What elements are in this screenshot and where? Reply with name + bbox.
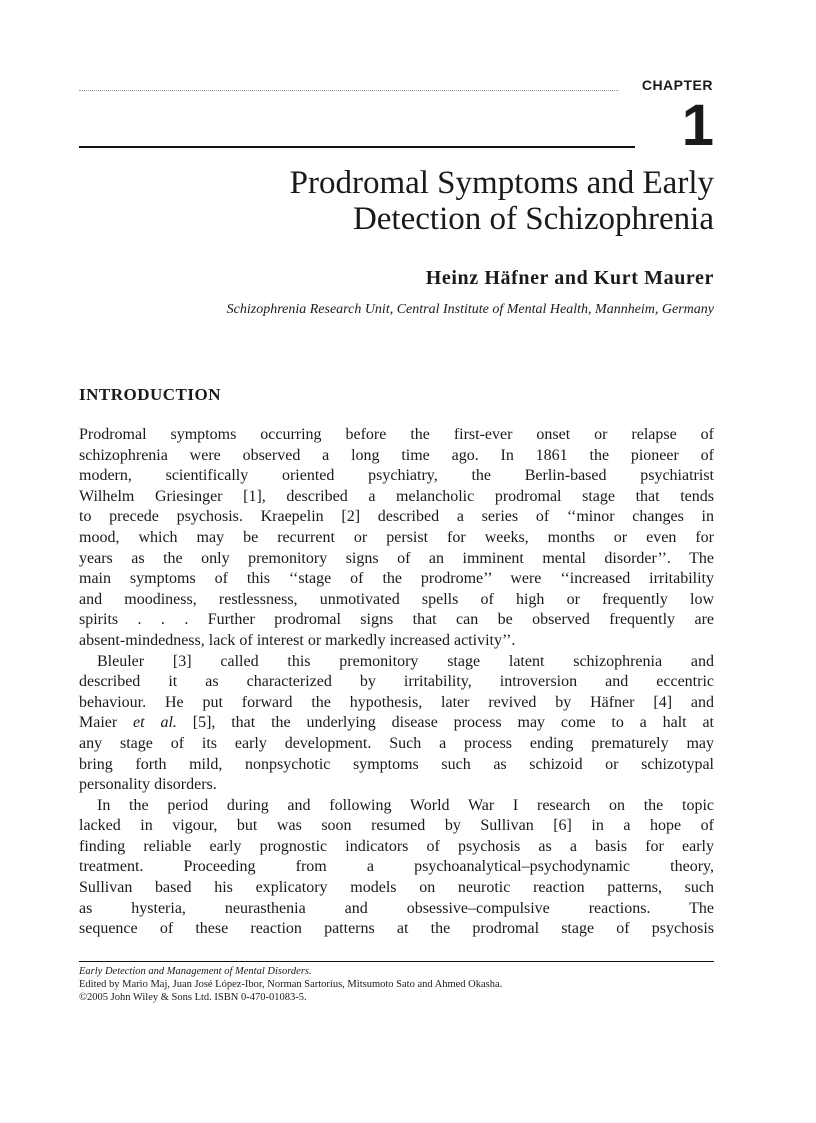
text-line: spirits . . . Further prodromal signs that can be observed frequently are <box>79 611 714 629</box>
et-al-italic: et al. <box>133 714 177 732</box>
chapter-title-line-1: Prodromal Symptoms and Early <box>289 165 714 201</box>
text-line: bring forth mild, nonpsychotic symptoms such as schizoid or schizotypal <box>79 755 714 773</box>
text-line: main symptoms of this ‘‘stage of the prodrome’’ were ‘‘increased irritability <box>79 570 714 588</box>
text-line: Sullivan based his explicatory models on neurotic reaction patterns, such <box>79 879 714 897</box>
text-line: treatment. Proceeding from a psychoanalytical–psychodynamic theory, <box>79 858 714 876</box>
text-line: mood, which may be recurrent or persist for weeks, months or even for <box>79 528 714 546</box>
chapter-label: CHAPTER <box>641 77 713 93</box>
text-fragment: Maier <box>79 714 134 732</box>
text-line: finding reliable early prognostic indicators of psychosis as a basis for early <box>79 837 714 855</box>
text-line: as hysteria, neurasthenia and obsessive–compulsive reactions. The <box>79 899 714 917</box>
text-line: sequence of these reaction patterns at the prodromal stage of psychosis <box>79 920 714 938</box>
affiliation: Schizophrenia Research Unit, Central Institute of Mental Health, Mannheim, Germany <box>226 302 714 317</box>
text-line: personality disorders. <box>79 776 217 794</box>
text-line: lacked in vigour, but was soon resumed by Sullivan [6] in a hope of <box>79 817 714 835</box>
footer <box>79 966 714 1004</box>
body-text <box>79 425 714 940</box>
footer-editors: Edited by Mario Maj, Juan José López-Ibor, Norman Sartorius, Mitsumoto Sato and Ahmed Okasha. <box>79 978 503 990</box>
header-dotted-rule <box>79 90 619 91</box>
chapter-rule <box>79 146 635 148</box>
chapter-title <box>79 165 714 237</box>
text-line: In the period during and following World War I research on the topic <box>97 796 714 814</box>
text-line: and moodiness, restlessness, unmotivated spells of high or frequently low <box>79 590 714 608</box>
footer-copyright: ©2005 John Wiley & Sons Ltd. ISBN 0-470-01083-5. <box>79 991 307 1003</box>
text-line <box>79 713 714 734</box>
text-line: modern, scientifically oriented psychiatry, the Berlin-based psychiatrist <box>79 467 714 485</box>
text-line: years as the only premonitory signs of an imminent mental disorder’’. The <box>79 549 714 567</box>
chapter-number: 1 <box>681 93 714 158</box>
footer-rule <box>79 961 714 962</box>
text-line: to precede psychosis. Kraepelin [2] described a series of ‘‘minor changes in <box>79 508 714 526</box>
text-line: Prodromal symptoms occurring before the first-ever onset or relapse of <box>79 426 714 443</box>
text-line: behaviour. He put forward the hypothesis, later revived by Häfner [4] and <box>79 693 714 711</box>
section-heading: INTRODUCTION <box>79 385 222 404</box>
text-line: Wilhelm Griesinger [1], described a melancholic prodromal stage that tends <box>79 487 714 505</box>
chapter-title-line-2: Detection of Schizophrenia <box>352 201 714 237</box>
authors: Heinz Häfner and Kurt Maurer <box>425 267 714 289</box>
text-line: absent-mindedness, lack of interest or markedly increased activity’’. <box>79 631 516 649</box>
text-line: Bleuler [3] called this premonitory stage latent schizophrenia and <box>97 652 714 670</box>
text-fragment: [5], that the underlying disease process may come to a halt at <box>176 714 714 732</box>
text-line: described it as characterized by irritability, introversion and eccentric <box>79 673 714 691</box>
text-line: any stage of its early development. Such a process ending prematurely may <box>79 734 714 752</box>
text-line: schizophrenia were observed a long time ago. In 1861 the pioneer of <box>79 446 714 464</box>
footer-book-title: Early Detection and Management of Mental Disorders. <box>79 966 312 977</box>
